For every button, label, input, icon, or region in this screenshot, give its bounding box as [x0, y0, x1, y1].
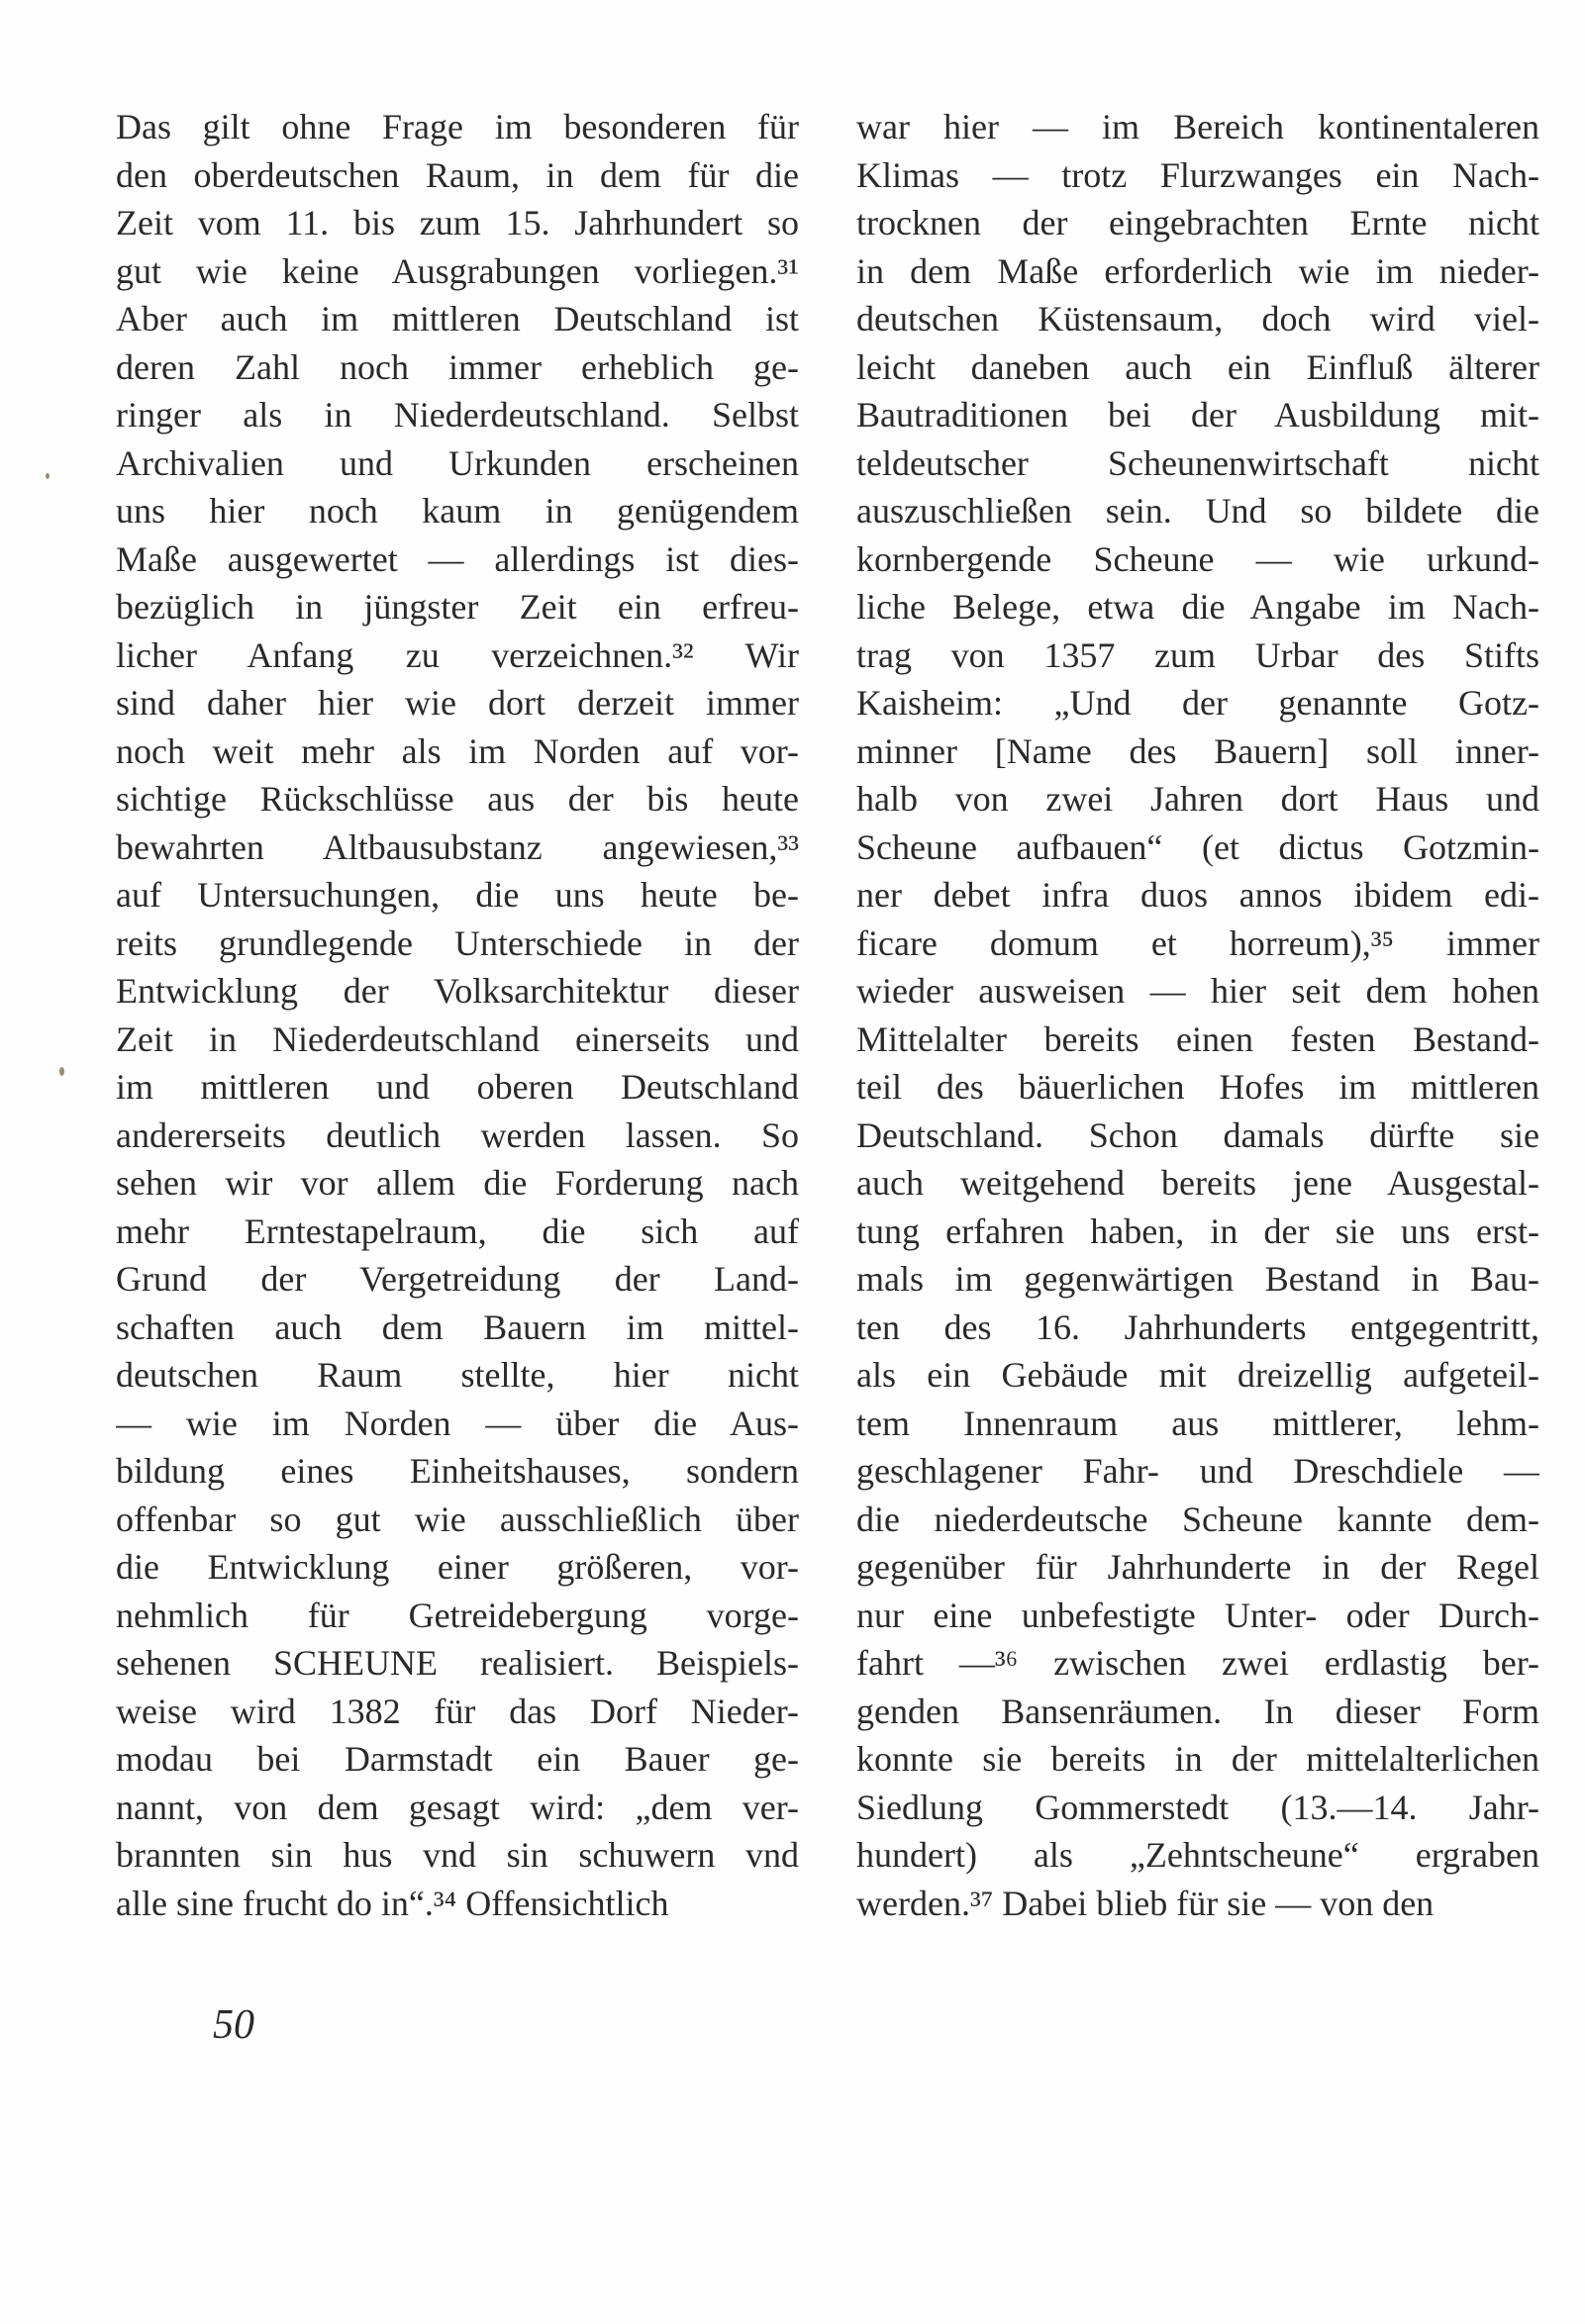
right-text-line: war hier — im Bereich kontinentaleren	[856, 107, 1539, 146]
right-text-line: kornbergende Scheune — wie urkund-	[856, 538, 1539, 579]
left-text-line: schaften auch dem Bauern im mittel-	[116, 1307, 799, 1347]
right-text-line: konnte sie bereits in der mittelalterlichen	[856, 1739, 1539, 1779]
right-text-line: ten des 16. Jahrhunderts entgegentritt,	[856, 1307, 1539, 1347]
right-text-line: Deutschland. Schon damals dürfte sie	[856, 1114, 1539, 1155]
right-text-line: werden.³⁷ Dabei blieb für sie — von den	[856, 1883, 1435, 1923]
right-text-line: ner debet infra duos annos ibidem edi-	[856, 875, 1539, 915]
left-text-line: bildung eines Einheitshauses, sondern	[116, 1451, 799, 1491]
left-text-line: auf Untersuchungen, die uns heute be-	[116, 875, 799, 915]
left-text-line: ringer als in Niederdeutschland. Selbst	[116, 395, 799, 435]
right-text-line: teil des bäuerlichen Hofes im mittleren	[856, 1067, 1539, 1107]
left-text-line: Maße ausgewertet — allerdings ist dies-	[116, 538, 799, 579]
page-number: 50	[213, 2002, 254, 2048]
left-text-line: andererseits deutlich werden lassen. So	[116, 1114, 799, 1155]
left-text-line: deren Zahl noch immer erheblich ge-	[116, 346, 799, 387]
left-text-line: alle sine frucht do in“.³⁴ Offensichtlich	[116, 1883, 669, 1923]
left-text-line: Entwicklung der Volksarchitektur dieser	[116, 971, 799, 1011]
left-text-line: Archivalien und Urkunden erscheinen	[116, 442, 799, 483]
left-text-line: mehr Erntestapelraum, die sich auf	[116, 1210, 799, 1251]
left-text-line: nehmlich für Getreidebergung vorge-	[116, 1595, 799, 1635]
paper-speck	[46, 473, 50, 479]
right-text-line: nur eine unbefestigte Unter- oder Durch-	[856, 1595, 1539, 1635]
right-text-line: Scheune aufbauen“ (et dictus Gotzmin-	[856, 826, 1539, 867]
right-text-line: Mittelalter bereits einen festen Bestand-	[856, 1018, 1539, 1059]
right-text-line: genden Bansenräumen. In dieser Form	[856, 1691, 1539, 1731]
left-text-line: Das gilt ohne Frage im besonderen für	[116, 107, 799, 146]
left-text-line: bezüglich in jüngster Zeit ein erfreu-	[116, 587, 799, 627]
right-text-line: tung erfahren haben, in der sie uns erst-	[856, 1210, 1539, 1251]
left-text-line: sind daher hier wie dort derzeit immer	[116, 683, 799, 723]
right-text-line: deutschen Küstensaum, doch wird viel-	[856, 299, 1539, 339]
right-text-line: halb von zwei Jahren dort Haus und	[856, 779, 1539, 819]
left-text-line: modau bei Darmstadt ein Bauer ge-	[116, 1739, 799, 1779]
right-text-line: gegenüber für Jahrhunderte in der Regel	[856, 1547, 1539, 1587]
left-text-line: Grund der Vergetreidung der Land-	[116, 1259, 799, 1299]
right-text-column	[856, 103, 1539, 1927]
left-text-line: Aber auch im mittleren Deutschland ist	[116, 299, 799, 339]
left-text-line: — wie im Norden — über die Aus-	[116, 1403, 799, 1443]
left-text-line: sehen wir vor allem die Forderung nach	[116, 1163, 799, 1203]
left-text-line: im mittleren und oberen Deutschland	[116, 1067, 799, 1107]
right-text-line: ficare domum et horreum),³⁵ immer	[856, 922, 1539, 963]
right-text-line: tem Innenraum aus mittlerer, lehm-	[856, 1403, 1539, 1443]
right-text-line: trocknen der eingebrachten Ernte nicht	[856, 203, 1539, 242]
left-text-line: licher Anfang zu verzeichnen.³² Wir	[116, 634, 799, 675]
left-text-line: sehenen SCHEUNE realisiert. Beispiels-	[116, 1643, 799, 1683]
left-text-line: noch weit mehr als im Norden auf vor-	[116, 730, 799, 771]
right-text-line: trag von 1357 zum Urbar des Stifts	[856, 634, 1539, 675]
left-text-line: Zeit vom 11. bis zum 15. Jahrhundert so	[116, 203, 799, 242]
right-text-line: leicht daneben auch ein Einfluß älterer	[856, 346, 1539, 387]
left-text-line: sichtige Rückschlüsse aus der bis heute	[116, 779, 799, 819]
paper-speck	[59, 1067, 64, 1076]
left-text-line: den oberdeutschen Raum, in dem für die	[116, 154, 799, 195]
left-text-line: nannt, von dem gesagt wird: „dem ver-	[116, 1787, 799, 1827]
right-text-line: fahrt —³⁶ zwischen zwei erdlastig ber-	[856, 1643, 1539, 1683]
right-text-line: auszuschließen sein. Und so bildete die	[856, 491, 1539, 531]
left-text-line: Zeit in Niederdeutschland einerseits und	[116, 1018, 799, 1059]
right-text-line: liche Belege, etwa die Angabe im Nach-	[856, 587, 1539, 627]
right-text-line: Klimas — trotz Flurzwanges ein Nach-	[856, 154, 1539, 195]
left-text-line: offenbar so gut wie ausschließlich über	[116, 1499, 799, 1539]
right-text-line: auch weitgehend bereits jene Ausgestal-	[856, 1163, 1539, 1203]
right-text-line: mals im gegenwärtigen Bestand in Bau-	[856, 1259, 1539, 1299]
left-text-line: die Entwicklung einer größeren, vor-	[116, 1547, 799, 1587]
left-text-line: gut wie keine Ausgrabungen vorliegen.³¹	[116, 250, 799, 291]
left-text-line: deutschen Raum stellte, hier nicht	[116, 1355, 799, 1395]
right-text-line: wieder ausweisen — hier seit dem hohen	[856, 971, 1539, 1011]
right-text-line: teldeutscher Scheunenwirtschaft nicht	[856, 442, 1539, 483]
right-text-line: Bautraditionen bei der Ausbildung mit-	[856, 395, 1539, 435]
left-text-line: uns hier noch kaum in genügendem	[116, 491, 799, 531]
right-text-line: geschlagener Fahr- und Dreschdiele —	[856, 1451, 1539, 1491]
left-text-line: bewahrten Altbausubstanz angewiesen,³³	[116, 826, 799, 867]
right-text-line: minner [Name des Bauern] soll inner-	[856, 730, 1539, 771]
right-text-line: als ein Gebäude mit dreizellig aufgeteil-	[856, 1355, 1539, 1395]
left-text-line: reits grundlegende Unterschiede in der	[116, 922, 799, 963]
left-text-line: weise wird 1382 für das Dorf Nieder-	[116, 1691, 799, 1731]
left-text-line: brannten sin hus vnd sin schuwern vnd	[116, 1835, 799, 1875]
right-text-line: die niederdeutsche Scheune kannte dem-	[856, 1499, 1539, 1539]
right-text-line: hundert) als „Zehntscheune“ ergraben	[856, 1835, 1539, 1875]
right-text-line: Kaisheim: „Und der genannte Gotz-	[856, 683, 1539, 723]
right-text-line: in dem Maße erforderlich wie im nieder-	[856, 250, 1539, 291]
right-text-line: Siedlung Gommerstedt (13.—14. Jahr-	[856, 1787, 1539, 1827]
left-text-column	[116, 103, 799, 1927]
